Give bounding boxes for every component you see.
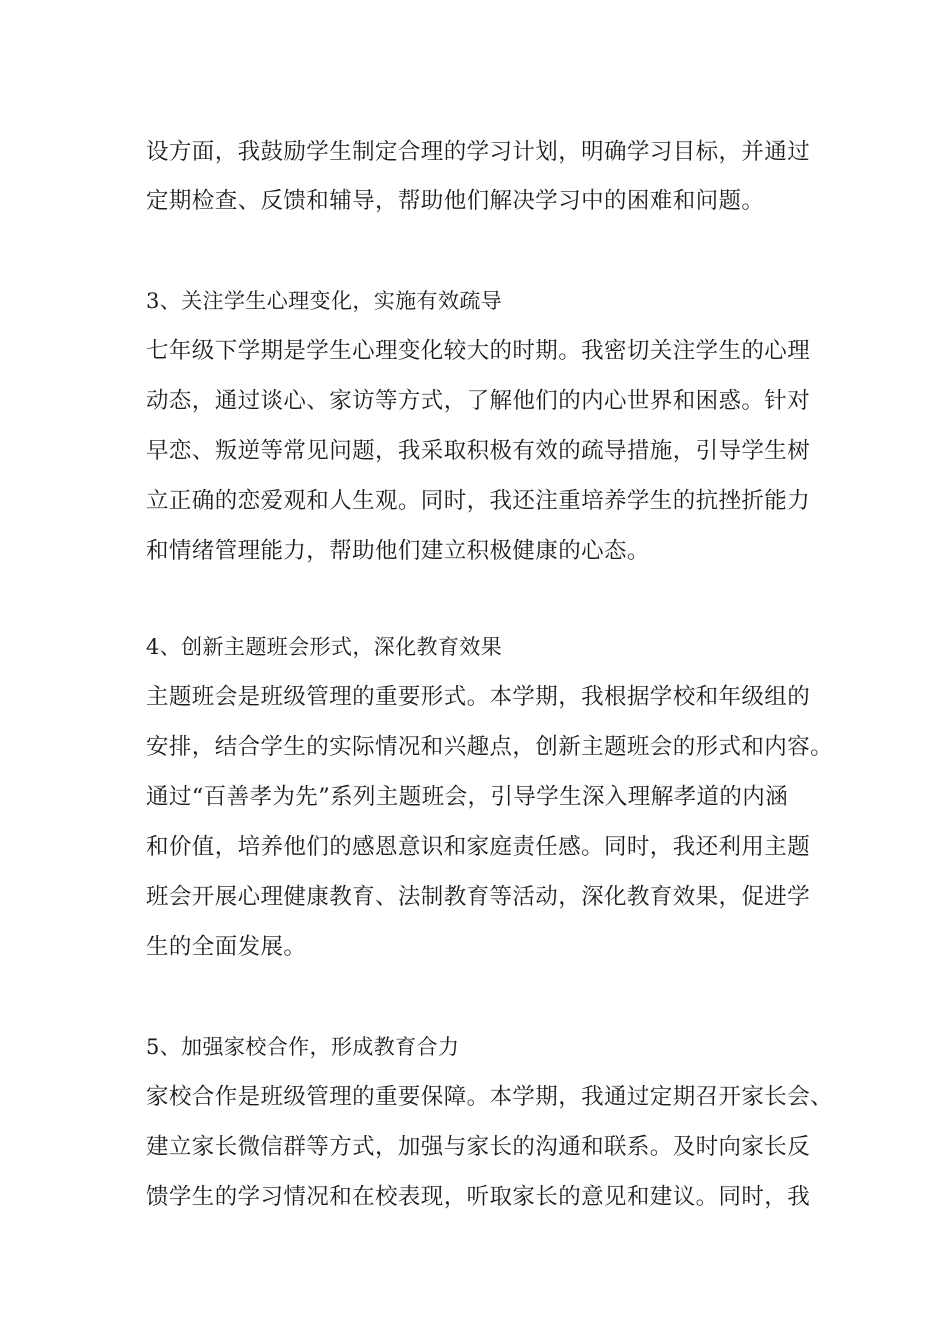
paragraph-line: 立正确的恋爱观和人生观。同时，我还注重培养学生的抗挫折能力 bbox=[146, 488, 811, 514]
section-heading: 4、创新主题班会形式，深化教育效果 bbox=[146, 635, 503, 659]
paragraph-line: 班会开展心理健康教育、法制教育等活动，深化教育效果，促进学 bbox=[146, 884, 811, 910]
paragraph-line: 动态，通过谈心、家访等方式，了解他们的内心世界和困惑。针对 bbox=[146, 388, 811, 414]
paragraph-line: 主题班会是班级管理的重要形式。本学期，我根据学校和年级组的 bbox=[146, 684, 811, 710]
paragraph-line: 安排，结合学生的实际情况和兴趣点，创新主题班会的形式和内容。 bbox=[146, 734, 834, 760]
paragraph-line: 七年级下学期是学生心理变化较大的时期。我密切关注学生的心理 bbox=[146, 338, 811, 364]
paragraph-line: 馈学生的学习情况和在校表现，听取家长的意见和建议。同时，我 bbox=[146, 1184, 811, 1210]
paragraph-line: 通过“百善孝为先”系列主题班会，引导学生深入理解孝道的内涵 bbox=[146, 784, 789, 810]
section-heading: 5、加强家校合作，形成教育合力 bbox=[146, 1035, 460, 1059]
paragraph-line: 定期检查、反馈和辅导，帮助他们解决学习中的困难和问题。 bbox=[146, 188, 765, 214]
paragraph-line: 家校合作是班级管理的重要保障。本学期，我通过定期召开家长会、 bbox=[146, 1084, 834, 1110]
paragraph-line: 设方面，我鼓励学生制定合理的学习计划，明确学习目标，并通过 bbox=[146, 139, 811, 165]
paragraph-line: 和情绪管理能力，帮助他们建立积极健康的心态。 bbox=[146, 538, 650, 564]
paragraph-line: 早恋、叛逆等常见问题，我采取积极有效的疏导措施，引导学生树 bbox=[146, 438, 811, 464]
section-heading: 3、关注学生心理变化，实施有效疏导 bbox=[146, 289, 503, 313]
paragraph-line: 建立家长微信群等方式，加强与家长的沟通和联系。及时向家长反 bbox=[146, 1134, 811, 1160]
paragraph-line: 生的全面发展。 bbox=[146, 934, 307, 960]
paragraph-line: 和价值，培养他们的感恩意识和家庭责任感。同时，我还利用主题 bbox=[146, 834, 811, 860]
